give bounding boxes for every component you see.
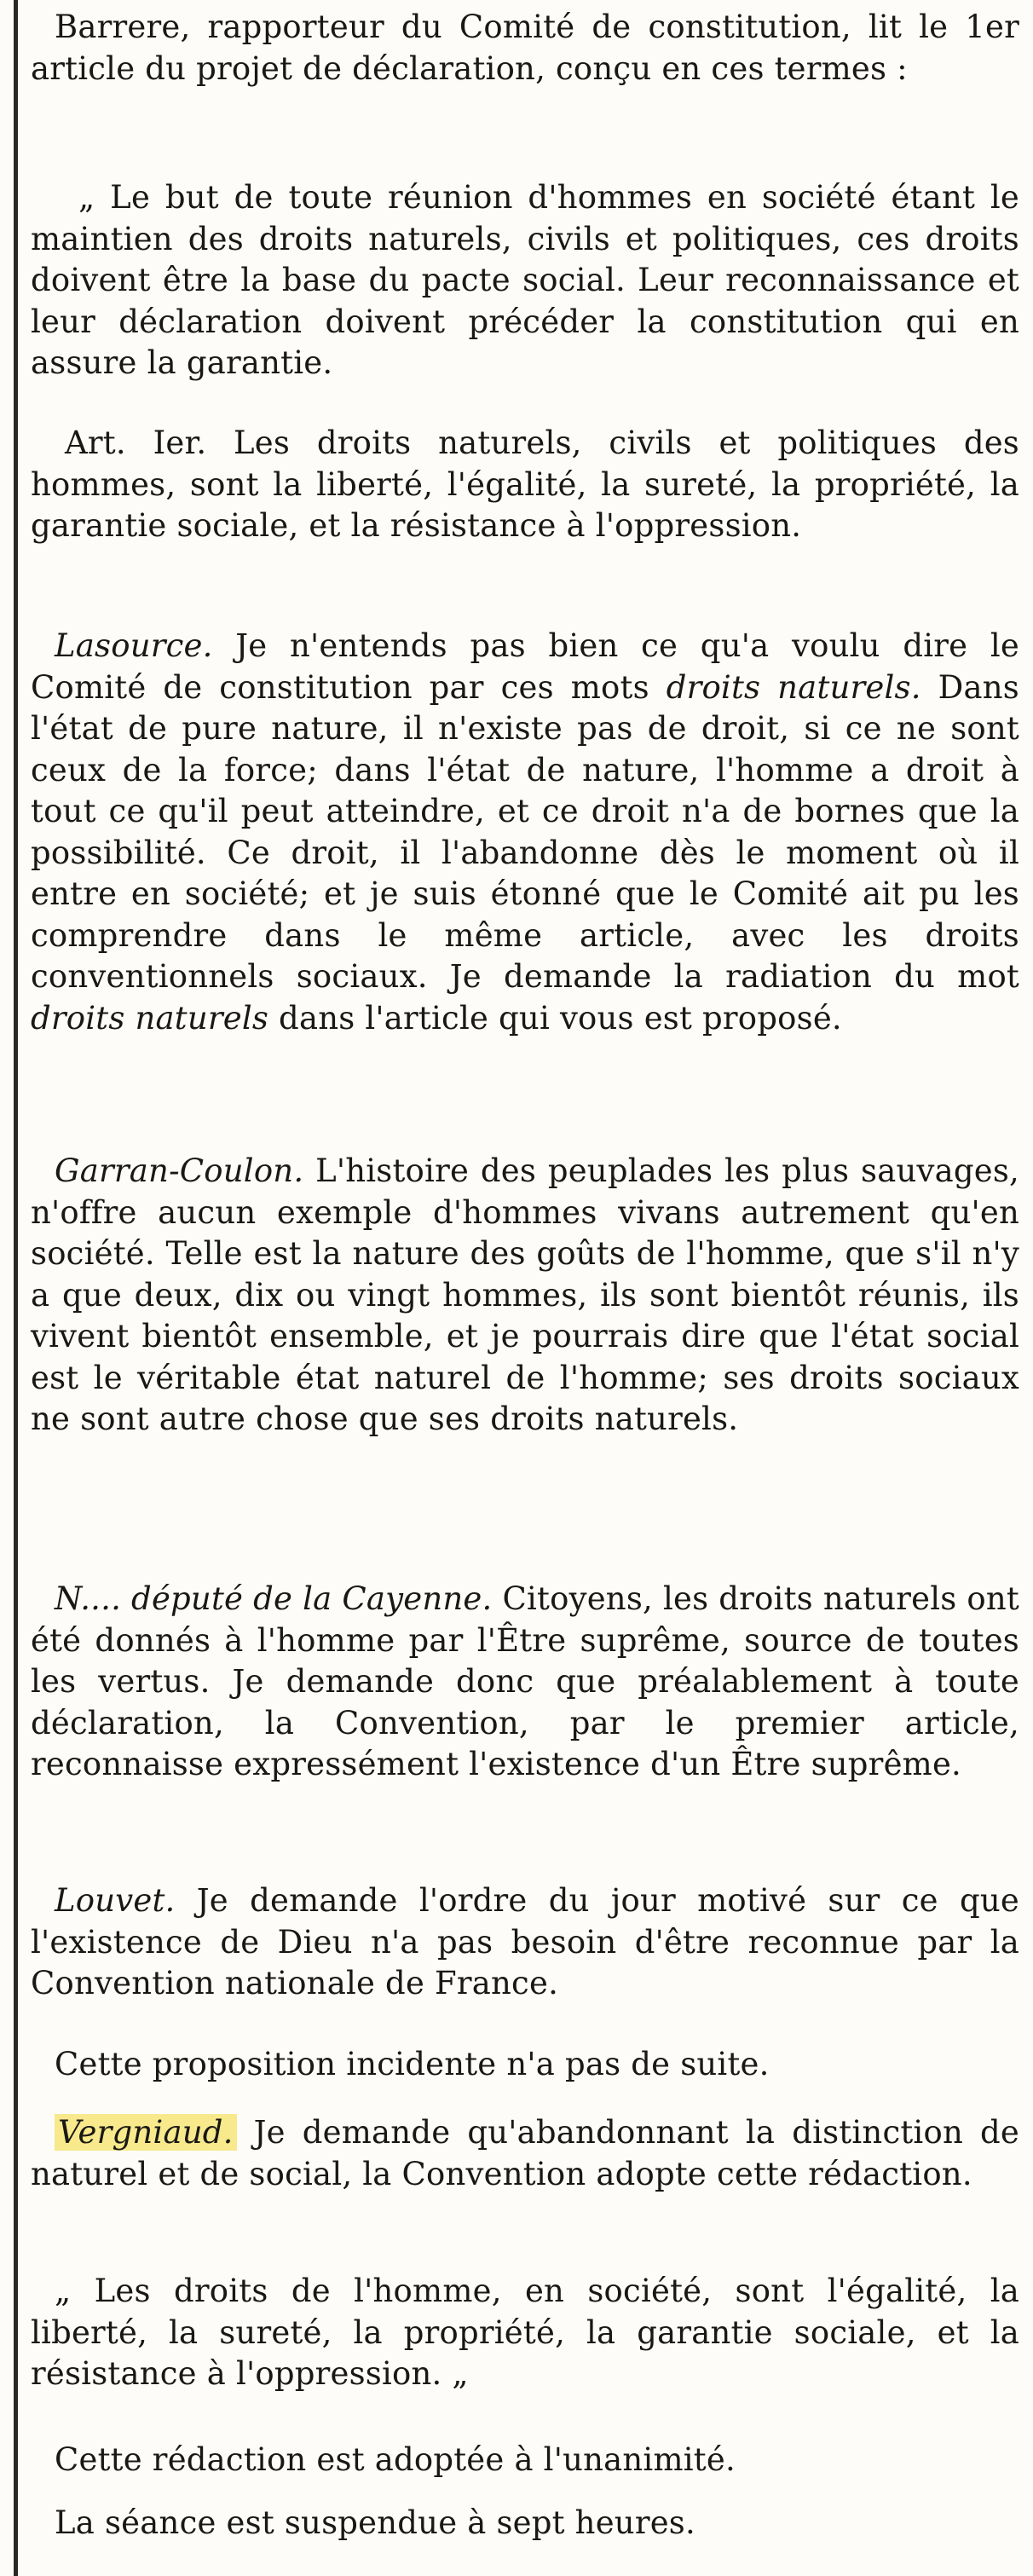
paragraph-barrere-intro xyxy=(31,7,1019,90)
speaker-name: Lasource. xyxy=(55,627,213,664)
paragraph-text: Je n'entends pas bien ce qu'a voulu dire le Comité de constitution par ces mots xyxy=(31,627,1019,706)
paragraph-seance-suspendue xyxy=(31,2503,1019,2544)
paragraph-text: Je demande qu'abandonnant la distinction de naturel et de social, la Convention adopte cette rédaction. xyxy=(31,2114,1019,2192)
paragraph-text: Je demande l'ordre du jour motivé sur ce que l'existence de Dieu n'a pas besoin d'être reconnue par la Convention nationale de France. xyxy=(31,1882,1019,2001)
paragraph-quote-preamble xyxy=(31,177,1019,384)
paragraph-text: „ Le but de toute réunion d'hommes en société étant le maintien des droits naturels, civils et politiques, ces droits doivent être la base du pacte social. Leur reconnaissance et leur déclaration doivent précéder la constitution qui en assure la garantie. xyxy=(31,179,1019,381)
paragraph-text: Citoyens, les droits naturels ont été donnés à l'homme par l'Être suprême, source de toutes les vertus. Je demande donc que préalablement à toute déclaration, la Convention, par le premier article, reconnaisse expressément l'existence d'un Être suprême. xyxy=(31,1580,1020,1782)
newspaper-column xyxy=(31,0,1019,2576)
emphasized-term: droits naturels xyxy=(31,999,269,1037)
paragraph-text: Dans l'état de pure nature, il n'existe pas de droit, si ce ne sont ceux de la force; dans l'état de nature, l'homme a droit à tout ce qu'il peut atteindre, et ce droit n'a de bornes que la possibilité. Ce droit, il l'abandonne dès le moment où il entre en société; et je suis étonné que le Comité ait pu les comprendre dans le même article, avec les droits conventionnels sociaux. Je demande la radiation du mot xyxy=(31,668,1019,995)
speaker-name: Garran-Coulon. xyxy=(55,1152,304,1189)
speaker-name-highlighted: Vergniaud. xyxy=(55,2114,237,2151)
paragraph-text: La séance est suspendue à sept heures. xyxy=(55,2504,695,2541)
speaker-name: Louvet. xyxy=(55,1882,176,1919)
paragraph-text: L'histoire des peuplades les plus sauvages, n'offre aucun exemple d'hommes vivans autrement qu'en société. Telle est la nature des goûts de l'homme, que s'il n'y a que deux, dix ou vingt hommes, ils sont bientôt réunis, ils vivent bientôt ensemble, et je pourrais dire que l'état social est le véritable état naturel de l'homme; ses droits sociaux ne sont autre chose que ses droits naturels. xyxy=(31,1152,1019,1437)
speaker-name: N.... député de la Cayenne. xyxy=(55,1580,493,1617)
paragraph-text: dans l'article qui vous est proposé. xyxy=(268,999,842,1037)
paragraph-text: Cette rédaction est adoptée à l'unanimité. xyxy=(55,2441,736,2478)
paragraph-redaction-quote xyxy=(31,2271,1019,2395)
paragraph-text: Barrere, rapporteur du Comité de constitution, lit le 1er article du projet de déclaration, conçu en ces termes : xyxy=(31,9,1019,87)
paragraph-louvet xyxy=(31,1880,1019,2005)
paragraph-adoption xyxy=(31,2440,1019,2481)
paragraph-garran-coulon xyxy=(31,1151,1019,1441)
paragraph-text: Cette proposition incidente n'a pas de suite. xyxy=(55,2046,770,2082)
paragraph-depute-cayenne xyxy=(31,1579,1019,1786)
paragraph-proposition xyxy=(31,2044,1019,2086)
paragraph-vergniaud xyxy=(31,2112,1019,2195)
page-left-border xyxy=(14,0,18,2576)
paragraph-text: „ Les droits de l'homme, en société, sont l'égalité, la liberté, la sureté, la propriété, la garantie sociale, et la résistance à l'oppression. „ xyxy=(31,2273,1019,2392)
emphasized-term: droits naturels. xyxy=(666,668,921,706)
paragraph-lasource xyxy=(31,626,1019,1039)
paragraph-text: Art. Ier. Les droits naturels, civils et politiques des hommes, sont la liberté, l'égalité, la sureté, la propriété, la garantie sociale, et la résistance à l'oppression. xyxy=(31,425,1019,544)
paragraph-article-1 xyxy=(31,423,1019,547)
